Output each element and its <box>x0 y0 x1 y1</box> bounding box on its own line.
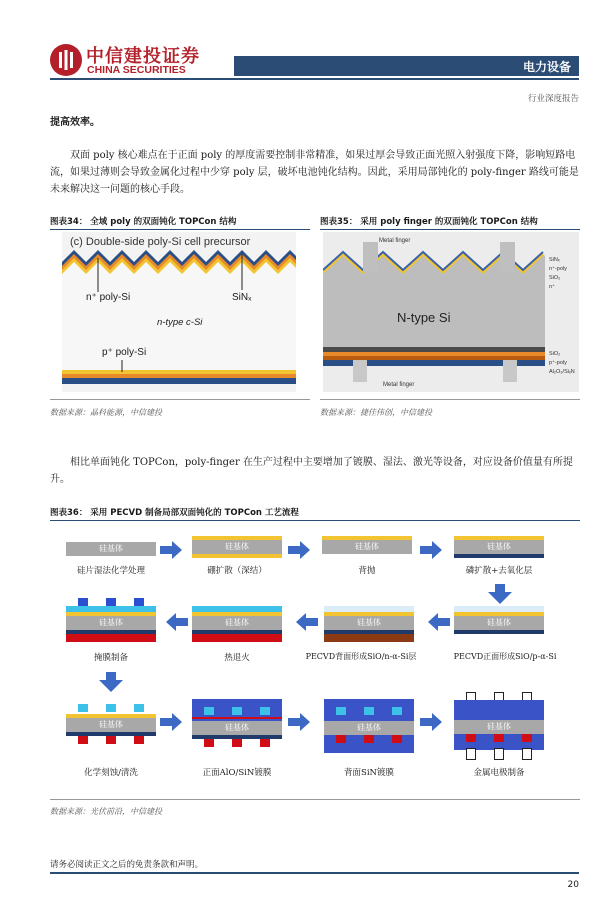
step-7-label: 热退火 <box>224 653 250 663</box>
fig34-caption: 图表34： 全域 poly 的双面钝化 TOPCon 结构 <box>50 217 237 227</box>
footer-divider <box>50 872 579 874</box>
page-number: 20 <box>567 880 579 890</box>
fig35-label-metal-bot: Metal finger <box>383 382 415 388</box>
si-layer: 硅基体 <box>66 718 156 732</box>
sector-label: 电力设备 <box>522 60 571 74</box>
arrow-right-icon <box>420 541 442 559</box>
header-divider <box>50 78 579 80</box>
fig35-legend-item: SiO₂ <box>549 275 561 281</box>
fig34-diagram <box>62 232 296 392</box>
arrow-right-icon <box>288 541 310 559</box>
fig36-caption-line <box>50 520 580 521</box>
fig36-source-line <box>50 799 580 800</box>
fig34-label-nsi: n-type c-Si <box>157 317 203 328</box>
si-layer: 硅基体 <box>192 616 282 630</box>
arrow-right-icon <box>420 713 442 731</box>
report-type: 行业深度报告 <box>527 94 579 104</box>
step-8-label: 掩膜制备 <box>93 653 128 663</box>
paragraph-1: 提高效率。 <box>50 117 100 128</box>
step-5-label: PECVD正面形成SiO/p-α-Si <box>453 652 557 661</box>
fig34-source: 数据来源：晶科能源，中信建投 <box>50 408 162 417</box>
fig35-caption-line <box>320 229 580 230</box>
arrow-down-icon <box>488 584 512 604</box>
fig34-label-ppoly: p⁺ poly-Si <box>102 347 147 358</box>
fig35-legend-bottom <box>549 350 575 377</box>
fig34-source-line <box>50 399 310 400</box>
step-2-label: 硼扩散（深结） <box>207 566 267 576</box>
arrow-right-icon <box>160 541 182 559</box>
step-11-label: 背面SiN镀膜 <box>344 768 394 778</box>
si-layer: 硅基体 <box>454 720 544 734</box>
arrow-left-icon <box>166 613 188 631</box>
fig35-diagram <box>323 232 579 392</box>
arrow-left-icon <box>428 613 450 631</box>
arrow-left-icon <box>296 613 318 631</box>
arrow-down-icon <box>99 672 123 692</box>
fig35-legend-top <box>549 256 567 292</box>
si-layer: 硅基体 <box>322 540 412 554</box>
fig35-legend-item: SiO₂ <box>549 351 561 357</box>
step-10-label: 正面AlO/SiN镀膜 <box>202 768 272 778</box>
brand-logo-icon <box>50 44 82 76</box>
paragraph-3: 相比单面钝化 TOPCon，poly-finger 在生产过程中主要增加了镀膜、湿法、激光等设备，对应设备价值量有所提升。 <box>50 457 573 485</box>
fig34-label-npoly: n⁺ poly-Si <box>86 292 131 303</box>
si-layer: 硅基体 <box>454 540 544 554</box>
fig35-label-metal-top: Metal finger <box>379 238 411 244</box>
fig35-legend-item: n⁺-poly <box>549 266 567 272</box>
si-layer: 硅基体 <box>66 616 156 630</box>
flow-arrows <box>50 524 580 794</box>
fig34-title: (c) Double-side poly-Si cell precursor <box>70 236 251 248</box>
fig34-caption-line <box>50 229 310 230</box>
fig35-source: 数据来源：捷佳伟创，中信建投 <box>320 408 432 417</box>
brand-name-cn: 中信建投证券 <box>86 46 200 67</box>
si-layer: 硅基体 <box>324 721 414 735</box>
step-3-label: 背抛 <box>358 566 376 576</box>
si-layer: 硅基体 <box>192 721 282 735</box>
fig36-flow <box>50 524 580 794</box>
step-1-label: 硅片湿法化学处理 <box>76 566 145 576</box>
si-layer: 硅基体 <box>324 616 414 630</box>
disclaimer: 请务必阅读正文之后的免责条款和声明。 <box>50 860 204 870</box>
si-layer: 硅基体 <box>192 540 282 554</box>
fig35-source-line <box>320 399 580 400</box>
fig35-legend-item: n⁺ <box>549 284 555 290</box>
fig35-caption: 图表35： 采用 poly finger 的双面钝化 TOPCon 结构 <box>320 217 538 227</box>
fig35-legend-item: SiNₓ <box>549 257 560 263</box>
step-4-label: 磷扩散+去氧化层 <box>465 566 533 576</box>
paragraph-2: 双面 poly 核心难点在于正面 poly 的厚度需要控制非常精准，如果过厚会导致正面光照入射强度下降，影响短路电流，如果过薄则会导致金属化过程中少穿 poly 层，破坏电池钝化结构。因此，采用局部钝化的 poly-finger 路线可能是未来解决这一问题的核心手段。 <box>50 150 579 195</box>
brand-name-en: CHINA SECURITIES <box>87 64 186 76</box>
step-12-label: 金属电极制备 <box>473 768 525 778</box>
arrow-right-icon <box>288 713 310 731</box>
si-layer: 硅基体 <box>66 542 156 556</box>
arrow-right-icon <box>160 713 182 731</box>
step-6-label: PECVD背面形成SiO/n-α-Si层 <box>305 652 417 661</box>
fig35-label-nsi: N-type Si <box>397 310 451 325</box>
si-layer: 硅基体 <box>454 616 544 630</box>
step-9-label: 化学刻蚀/清洗 <box>84 768 138 778</box>
fig34-label-sin: SiNₓ <box>232 292 252 303</box>
fig36-caption: 图表36： 采用 PECVD 制备局部双面钝化的 TOPCon 工艺流程 <box>50 508 299 518</box>
fig36-source: 数据来源：光伏前沿，中信建投 <box>50 807 162 816</box>
fig35-legend-item: Al₂O₃/SiₓN <box>549 369 575 375</box>
fig35-legend-item: p⁺-poly <box>549 360 567 366</box>
